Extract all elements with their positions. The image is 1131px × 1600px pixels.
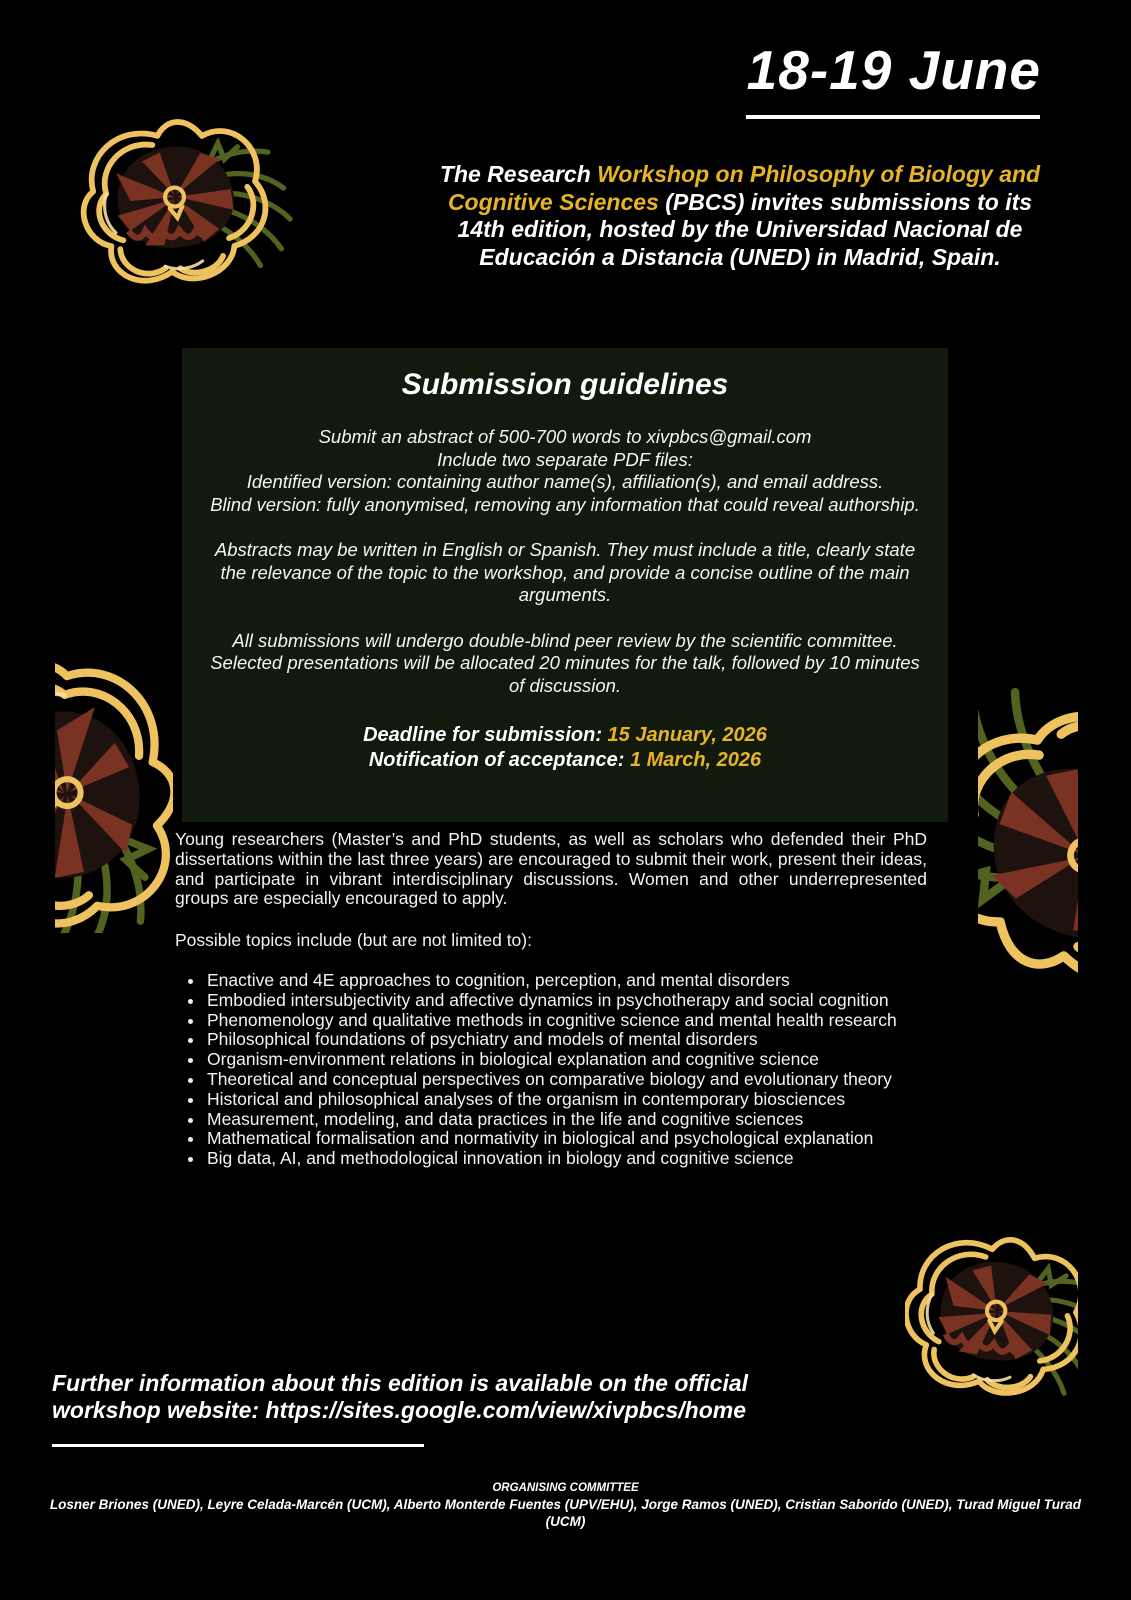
flower-illustration-right: [978, 660, 1078, 1010]
guidelines-line: All submissions will undergo double-blind peer review by the scientific committee.: [232, 629, 898, 651]
guidelines-paragraph-files: [208, 426, 922, 516]
topic-item: • Philosophical foundations of psychiatry and models of mental disorders: [205, 1030, 927, 1050]
guidelines-line: Selected presentations will be allocated 20 minutes for the talk, followed by 10 minutes of discussion.: [210, 652, 920, 696]
workshop-name-highlight: Workshop on Philosophy of Biology and Cognitive Sciences: [447, 161, 1041, 215]
dates-underline: [746, 115, 1040, 119]
deadline-submission: [208, 723, 922, 748]
topic-item: • Theoretical and conceptual perspectives on comparative biology and evolutionary theory: [205, 1070, 927, 1090]
guidelines-line: Submit an abstract of 500-700 words to xivpbcs@gmail.com: [318, 426, 812, 447]
flower-illustration-bottom-right: [905, 1226, 1078, 1396]
further-info: [52, 1370, 812, 1424]
topic-item: • Organism-environment relations in biological explanation and cognitive science: [205, 1050, 927, 1070]
topic-item: • Historical and philosophical analyses of the organism in contemporary biosciences: [205, 1090, 927, 1110]
intro-paragraph: [433, 161, 1047, 271]
topic-item: • Enactive and 4E approaches to cognition, perception, and mental disorders: [205, 971, 927, 991]
topic-item: • Measurement, modeling, and data practices in the life and cognitive sciences: [205, 1110, 927, 1130]
topics-intro: Possible topics include (but are not limited to):: [175, 930, 532, 951]
committee-title: ORGANISING COMMITTEE: [492, 1482, 639, 1494]
guidelines-title: Submission guidelines: [401, 368, 729, 401]
guidelines-paragraph-review: [208, 630, 922, 698]
encouragement-paragraph: Young researchers (Master’s and PhD students, as well as scholars who defended their PhD dissertations within the last three years) are encouraged to submit their work, present their ideas, and participate in vibrant interdisciplinary discussions. Women and other underrepresented groups are especially encouraged to apply.: [175, 829, 927, 909]
guidelines-text: Abstracts may be written in English or Spanish. They must include a title, clearly state the relevance of the topic to the workshop, and provide a concise outline of the main arguments.: [214, 539, 916, 605]
topic-item: • Mathematical formalisation and normativity in biological and psychological explanation: [205, 1129, 927, 1149]
footer-divider: [52, 1444, 424, 1447]
topic-item: • Big data, AI, and methodological innovation in biology and cognitive science: [205, 1149, 927, 1169]
deadline-date: 15 January, 2026: [607, 724, 767, 746]
organising-committee: [0, 1481, 1131, 1530]
intro-text-after: (PBCS) invites submissions to its 14th edition, hosted by the Universidad Nacional de Educación a Distancia (UNED) in Madrid, Spain.: [457, 188, 1033, 270]
deadlines-block: [208, 723, 922, 773]
intro-text-before: The Research: [439, 161, 598, 187]
notification-acceptance: [208, 748, 922, 773]
event-dates: 18-19 June: [746, 39, 1041, 101]
flower-illustration-left: [55, 655, 173, 933]
main-body: [175, 830, 927, 1169]
topic-item: • Phenomenology and qualitative methods in cognitive science and mental health research: [205, 1011, 927, 1031]
deadline-label: Deadline for submission:: [363, 724, 608, 746]
notification-label: Notification of acceptance:: [368, 749, 630, 771]
website-link[interactable]: https://sites.google.com/view/xivpbcs/home: [265, 1397, 746, 1423]
further-info-text: Further information about this edition is available on the official workshop website:: [52, 1370, 749, 1423]
submission-guidelines-panel: [182, 348, 948, 822]
topic-item: • Embodied intersubjectivity and affective dynamics in psychotherapy and social cognition: [205, 991, 927, 1011]
topics-list: [175, 971, 927, 1169]
guidelines-line: Blind version: fully anonymised, removing any information that could reveal authorship.: [210, 493, 920, 515]
notification-date: 1 March, 2026: [629, 749, 762, 771]
committee-names: Losner Briones (UNED), Leyre Celada-Marcén (UCM), Alberto Monterde Fuentes (UPV/EHU), Jorge Ramos (UNED), Cristian Saborido (UNED), Turad Miguel Turad (UCM): [49, 1497, 1082, 1529]
guidelines-line: Include two separate PDF files:: [437, 448, 693, 470]
guidelines-line: Identified version: containing author name(s), affiliation(s), and email address.: [246, 471, 884, 492]
guidelines-paragraph-language: [208, 539, 922, 607]
flower-illustration-top-left: [42, 106, 310, 296]
